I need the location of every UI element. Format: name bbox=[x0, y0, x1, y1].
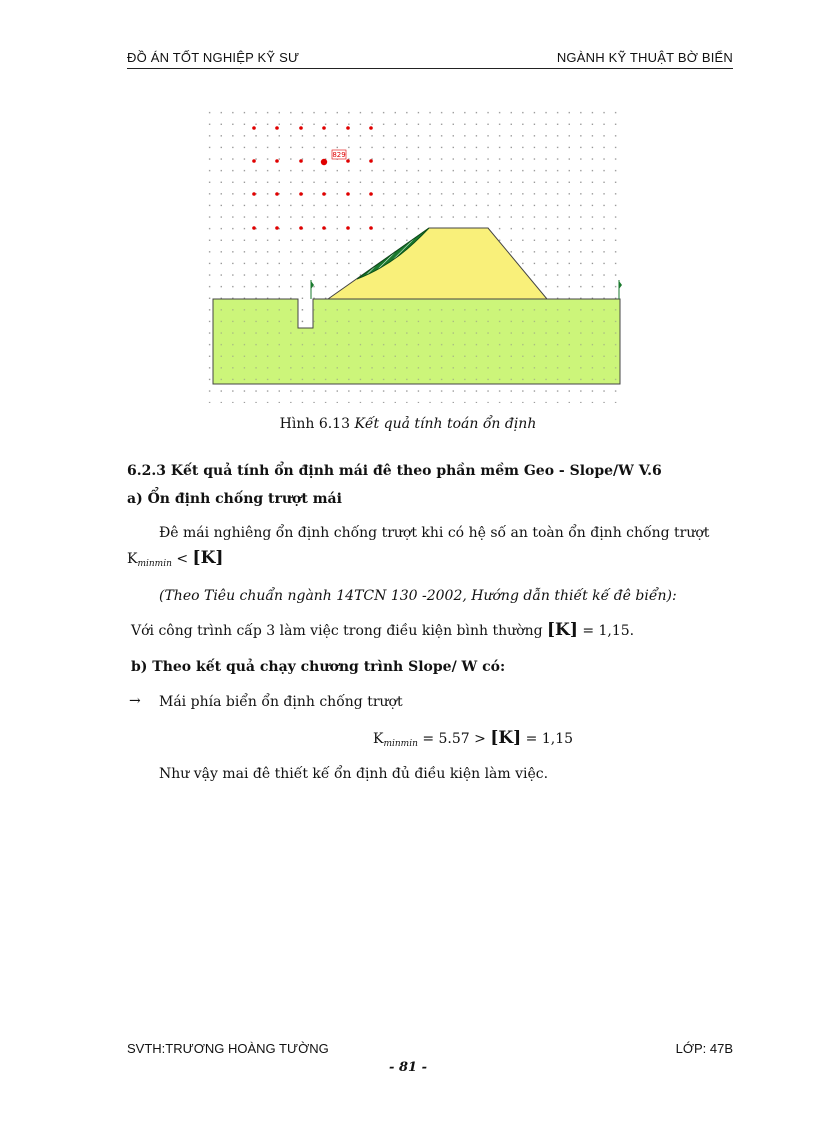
slip-centre-point bbox=[369, 192, 373, 196]
k-condition bbox=[127, 548, 223, 569]
figure-caption bbox=[0, 416, 816, 432]
formula-end: = 1,15 bbox=[521, 731, 574, 747]
slip-centre-point bbox=[299, 159, 303, 163]
less-than: < bbox=[171, 551, 193, 567]
slip-centre-point bbox=[275, 226, 279, 230]
standard-note: (Theo Tiêu chuẩn ngành 14TCN 130 -2002, Hướng dẫn thiết kế đê biển): bbox=[159, 588, 677, 604]
allowable-k: [K] bbox=[192, 548, 224, 568]
k-letter: K bbox=[127, 551, 138, 567]
slip-centre-point bbox=[299, 192, 303, 196]
formula-subscript: minmin bbox=[383, 739, 418, 749]
condition-text: Với công trình cấp 3 làm việc trong điều kiện bình thường bbox=[131, 623, 547, 639]
slip-centre-point bbox=[275, 159, 279, 163]
conclusion: Như vậy mai đê thiết kế ổn định đủ điều kiện làm việc. bbox=[159, 766, 549, 782]
page-header bbox=[127, 48, 733, 69]
slip-centre-point bbox=[322, 126, 326, 130]
formula-k: K bbox=[373, 731, 384, 747]
slip-centre-point bbox=[252, 159, 256, 163]
allowable-k-2: [K] bbox=[547, 620, 578, 640]
footer-class: LỚP: 47B bbox=[675, 1041, 733, 1056]
part-b-item: Mái phía biển ổn định chống trượt bbox=[159, 694, 403, 710]
part-a-heading: a) Ổn định chống trượt mái bbox=[127, 491, 342, 507]
part-b-heading: b) Theo kết quả chạy chương trình Slope/ W có: bbox=[131, 659, 506, 675]
footer-student: SVTH:TRƯƠNG HOÀNG TƯỜNG bbox=[127, 1041, 329, 1056]
formula-allowable-k: [K] bbox=[490, 728, 522, 748]
page-number: - 81 - bbox=[389, 1060, 427, 1075]
part-a-paragraph-2 bbox=[131, 620, 634, 640]
slip-centre-point bbox=[369, 159, 373, 163]
foundation-soil bbox=[213, 299, 620, 384]
slope-stability-figure bbox=[205, 108, 625, 403]
slip-centre-point bbox=[299, 126, 303, 130]
k-subscript: minmin bbox=[137, 559, 172, 569]
critical-centre-point bbox=[321, 159, 327, 165]
slip-centre-point bbox=[252, 126, 256, 130]
slip-centre-point bbox=[346, 126, 350, 130]
slip-centre-point bbox=[275, 192, 279, 196]
header-left: ĐỒ ÁN TỐT NGHIỆP KỸ SƯ bbox=[127, 50, 300, 65]
factor-of-safety-label: 829 bbox=[332, 151, 346, 159]
caption-text: Kết quả tính toán ổn định bbox=[354, 416, 537, 432]
arrow-icon: → bbox=[129, 693, 141, 709]
page-footer bbox=[127, 1041, 733, 1059]
slip-centre-point bbox=[299, 226, 303, 230]
header-right: NGÀNH KỸ THUẬT BỜ BIỂN bbox=[556, 50, 733, 65]
caption-prefix: Hình 6.13 bbox=[279, 416, 355, 432]
slip-centre-point bbox=[252, 192, 256, 196]
result-formula bbox=[373, 728, 573, 749]
slip-centre-point bbox=[275, 126, 279, 130]
slip-centre-point bbox=[346, 226, 350, 230]
slip-centre-point bbox=[346, 159, 350, 163]
slip-centre-point bbox=[252, 226, 256, 230]
slip-centre-point bbox=[369, 226, 373, 230]
slip-centre-point bbox=[369, 126, 373, 130]
allowable-value: = 1,15. bbox=[577, 623, 635, 639]
slip-centre-point bbox=[322, 192, 326, 196]
slip-centre-point bbox=[346, 192, 350, 196]
section-heading: 6.2.3 Kết quả tính ổn định mái đê theo phần mềm Geo - Slope/W V.6 bbox=[127, 463, 662, 479]
formula-mid: = 5.57 > bbox=[417, 731, 491, 747]
part-a-paragraph-1: Đê mái nghiêng ổn định chống trượt khi có hệ số an toàn ổn định chống trượt bbox=[159, 525, 710, 541]
slip-centre-point bbox=[322, 226, 326, 230]
